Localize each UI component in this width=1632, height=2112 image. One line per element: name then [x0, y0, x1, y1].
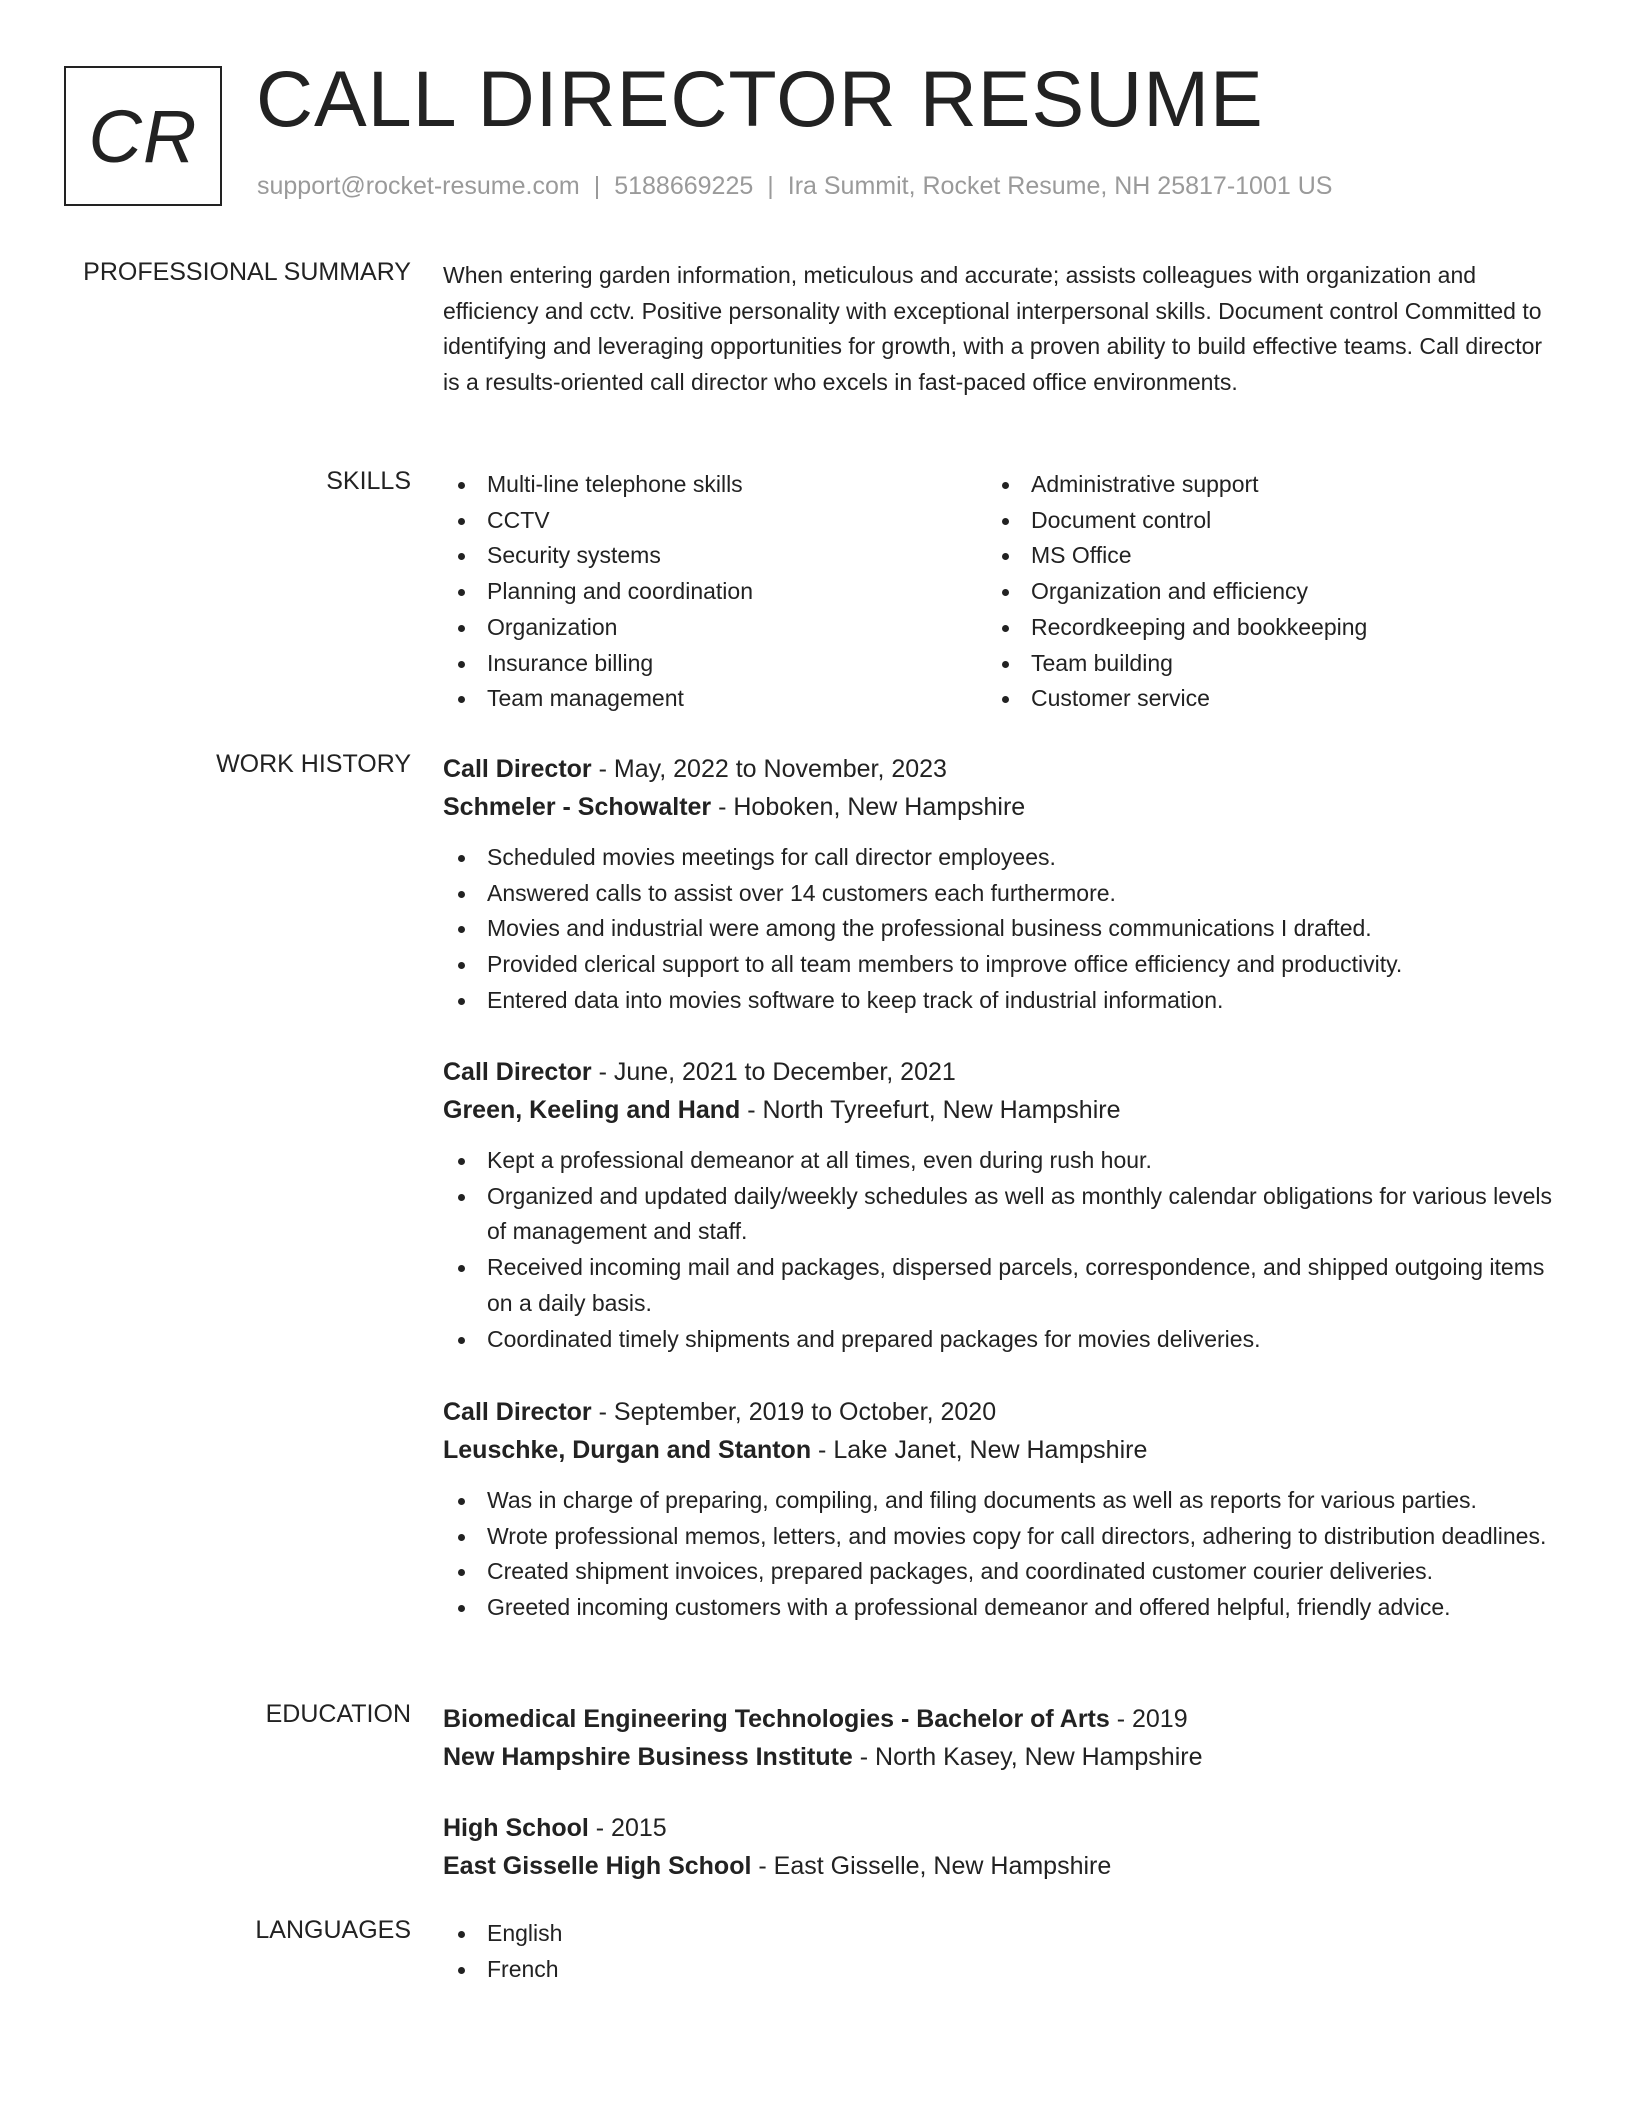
skills-body	[443, 467, 1553, 717]
job-duty: Received incoming mail and packages, dispersed parcels, correspondence, and shipped outgoing items on a daily basis.	[443, 1250, 1553, 1321]
skill-item: Team building	[987, 646, 1531, 682]
job-entry	[443, 1393, 1553, 1626]
resume-title: CALL DIRECTOR RESUME	[256, 54, 1264, 143]
skill-item: Organization	[443, 610, 987, 646]
contact-separator: |	[767, 172, 774, 200]
job-duty: Answered calls to assist over 14 customers each furthermore.	[443, 876, 1553, 912]
skills-column-left	[443, 467, 987, 717]
language-item: French	[443, 1952, 1553, 1988]
job-duty: Created shipment invoices, prepared packages, and coordinated customer courier deliveries.	[443, 1554, 1553, 1590]
job-entry	[443, 750, 1553, 1019]
job-title-line	[443, 1393, 1553, 1431]
skill-item: Document control	[987, 503, 1531, 539]
skill-item: Planning and coordination	[443, 574, 987, 610]
education-school: East Gisselle High School	[443, 1852, 752, 1880]
job-duty: Scheduled movies meetings for call director employees.	[443, 840, 1553, 876]
job-duty: Kept a professional demeanor at all times, even during rush hour.	[443, 1143, 1553, 1179]
job-duties	[443, 840, 1553, 1019]
contact-line	[257, 172, 1332, 201]
summary-body	[443, 258, 1553, 400]
language-item: English	[443, 1916, 1553, 1952]
education-entry	[443, 1809, 1553, 1885]
education-year: - 2019	[1109, 1705, 1188, 1733]
monogram-logo: CR	[64, 66, 222, 206]
job-duty: Was in charge of preparing, compiling, and filing documents as well as reports for various parties.	[443, 1483, 1553, 1519]
job-title-line	[443, 1053, 1553, 1091]
education-school-line	[443, 1847, 1553, 1885]
contact-email: support@rocket-resume.com	[257, 172, 580, 200]
job-entry	[443, 1053, 1553, 1357]
education-location: - East Gisselle, New Hampshire	[751, 1852, 1112, 1880]
skill-item: Customer service	[987, 681, 1531, 717]
job-company: Leuschke, Durgan and Stanton	[443, 1436, 812, 1464]
contact-separator: |	[593, 172, 601, 200]
job-duties	[443, 1483, 1553, 1626]
job-company: Schmeler - Schowalter	[443, 793, 712, 821]
education-degree: Biomedical Engineering Technologies - Bachelor of Arts	[443, 1705, 1110, 1733]
education-year: - 2015	[588, 1814, 667, 1842]
job-company: Green, Keeling and Hand	[443, 1096, 741, 1124]
job-title: Call Director	[443, 755, 592, 783]
contact-address: Ira Summit, Rocket Resume, NH 25817-1001 US	[787, 172, 1333, 200]
section-heading-summary: PROFESSIONAL SUMMARY	[83, 258, 411, 286]
section-heading-skills: SKILLS	[326, 467, 411, 495]
work-history-body	[443, 1393, 1553, 1626]
education-degree: High School	[443, 1814, 589, 1842]
skill-item: Recordkeeping and bookkeeping	[987, 610, 1531, 646]
job-location: - Lake Janet, New Hampshire	[811, 1436, 1148, 1464]
job-duty: Coordinated timely shipments and prepared packages for movies deliveries.	[443, 1322, 1553, 1358]
work-history-body	[443, 750, 1553, 1019]
skill-item: MS Office	[987, 538, 1531, 574]
education-body	[443, 1809, 1553, 1885]
education-school-line	[443, 1738, 1553, 1776]
job-title: Call Director	[443, 1058, 592, 1086]
job-duty: Greeted incoming customers with a professional demeanor and offered helpful, friendly advice.	[443, 1590, 1553, 1626]
job-title-line	[443, 750, 1553, 788]
section-heading-work-history: WORK HISTORY	[216, 750, 411, 778]
job-duty: Wrote professional memos, letters, and movies copy for call directors, adhering to distribution deadlines.	[443, 1519, 1553, 1555]
summary-text: When entering garden information, meticulous and accurate; assists colleagues with organization and efficiency and cctv. Positive personality with exceptional interpersonal skills. Document control Committed to identifying and leveraging opportunities for growth, with a proven ability to build effective teams. Call director is a results-oriented call director who excels in fast-paced office environments.	[443, 262, 1543, 395]
job-duties	[443, 1143, 1553, 1357]
job-duty: Organized and updated daily/weekly schedules as well as monthly calendar obligations for various levels of management and staff.	[443, 1179, 1553, 1250]
job-dates: - May, 2022 to November, 2023	[591, 755, 947, 783]
job-company-line	[443, 788, 1553, 826]
skill-item: Team management	[443, 681, 987, 717]
education-degree-line	[443, 1809, 1553, 1847]
skills-column-right	[987, 467, 1531, 717]
job-location: - North Tyreefurt, New Hampshire	[740, 1096, 1121, 1124]
education-body	[443, 1700, 1553, 1776]
skill-item: CCTV	[443, 503, 987, 539]
job-duty: Provided clerical support to all team members to improve office efficiency and productivity.	[443, 947, 1553, 983]
skill-item: Insurance billing	[443, 646, 987, 682]
education-degree-line	[443, 1700, 1553, 1738]
job-duty: Entered data into movies software to keep track of industrial information.	[443, 983, 1553, 1019]
skill-item: Multi-line telephone skills	[443, 467, 987, 503]
job-location: - Hoboken, New Hampshire	[711, 793, 1026, 821]
education-location: - North Kasey, New Hampshire	[852, 1743, 1203, 1771]
job-dates: - September, 2019 to October, 2020	[591, 1398, 997, 1426]
education-school: New Hampshire Business Institute	[443, 1743, 853, 1771]
job-company-line	[443, 1431, 1553, 1469]
languages-body	[443, 1916, 1553, 1987]
skill-item: Security systems	[443, 538, 987, 574]
section-heading-education: EDUCATION	[265, 1700, 411, 1728]
skill-item: Administrative support	[987, 467, 1531, 503]
job-duty: Movies and industrial were among the professional business communications I drafted.	[443, 911, 1553, 947]
contact-phone: 5188669225	[614, 172, 754, 200]
job-title: Call Director	[443, 1398, 592, 1426]
work-history-body	[443, 1053, 1553, 1357]
job-dates: - June, 2021 to December, 2021	[591, 1058, 956, 1086]
job-company-line	[443, 1091, 1553, 1129]
skill-item: Organization and efficiency	[987, 574, 1531, 610]
section-heading-languages: LANGUAGES	[255, 1916, 411, 1944]
education-entry	[443, 1700, 1553, 1776]
